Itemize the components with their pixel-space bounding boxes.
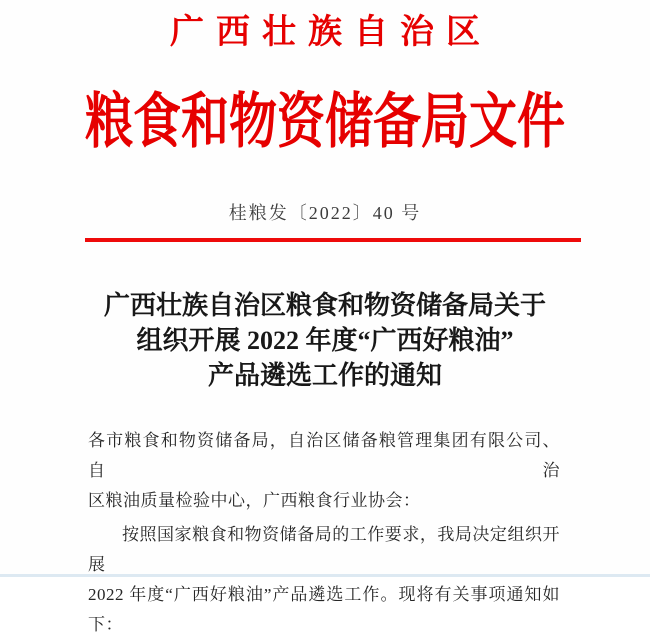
screenshot-bottom-edge bbox=[0, 574, 650, 577]
document-body bbox=[88, 426, 560, 640]
body-text-line: 2022 年度“广西好粮油”产品遴选工作。现将有关事项通知如 bbox=[88, 585, 560, 604]
body-text-line: 区粮油质量检验中心，广西粮食行业协会： bbox=[88, 491, 421, 510]
body-text-line: 下： bbox=[88, 615, 123, 634]
document-title-line: 产品遴选工作的通知 bbox=[207, 361, 442, 390]
letterhead-region-name: 广西壮族自治区 bbox=[170, 14, 492, 51]
letterhead-org-title: 粮食和物资储备局文件 bbox=[84, 89, 565, 156]
document-title-line: 广西壮族自治区粮食和物资储备局关于 bbox=[103, 291, 546, 320]
document-title-line: 组织开展 2022 年度“广西好粮油” bbox=[136, 326, 514, 355]
body-text-line: 按照国家粮食和物资储备局的工作要求，我局决定组织开展 bbox=[88, 525, 560, 574]
document-number: 桂粮发〔2022〕40 号 bbox=[228, 203, 422, 223]
body-text-line: 各市粮食和物资储备局，自治区储备粮管理集团有限公司、自治 bbox=[88, 431, 560, 480]
red-divider-rule bbox=[85, 238, 581, 242]
document-title bbox=[0, 288, 650, 393]
